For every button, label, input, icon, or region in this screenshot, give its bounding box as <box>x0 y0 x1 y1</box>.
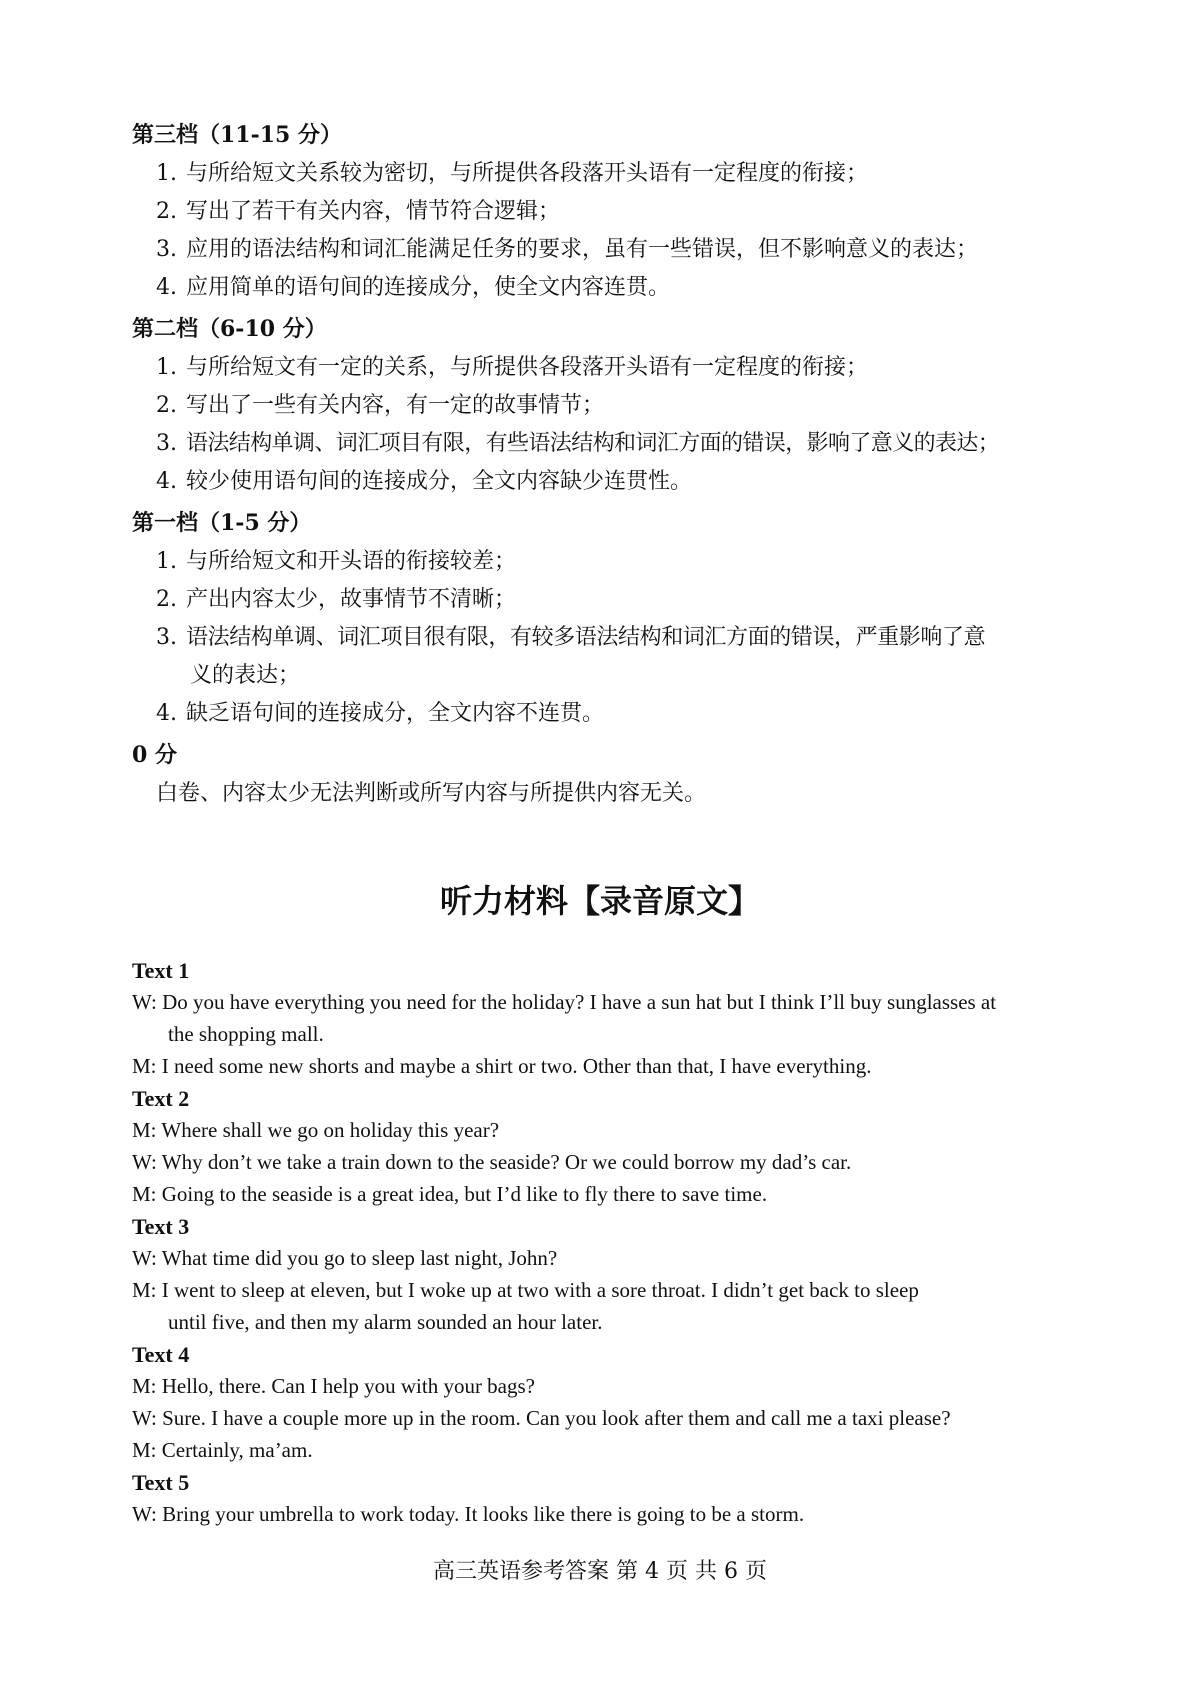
band3-item-3 <box>156 230 1076 270</box>
item-number: 3. <box>156 625 177 650</box>
band2-item-3 <box>156 424 1076 464</box>
text4-line-1: M: Hello, there. Can I help you with your bags? <box>132 1374 535 1398</box>
band1-heading: 第一档（1-5 分） <box>132 510 312 536</box>
band1-item-2 <box>156 580 1076 620</box>
item-number: 1. <box>156 549 177 574</box>
item-number: 4. <box>156 469 177 494</box>
item-text: 写出了一些有关内容，有一定的故事情节； <box>186 393 605 418</box>
band3-heading: 第三档（11-15 分） <box>132 122 343 148</box>
text2-line-2: W: Why don’t we take a train down to the seaside? Or we could borrow my dad’s car. <box>132 1150 852 1174</box>
text5-heading: Text 5 <box>132 1470 190 1495</box>
text2-line-3: M: Going to the seaside is a great idea, but I’d like to fly there to save time. <box>132 1182 768 1206</box>
band3-item-4 <box>156 268 1076 308</box>
text3-line-2: M: I went to sleep at eleven, but I woke up at two with a sore throat. I didn’t get back to sleep <box>132 1278 919 1302</box>
item-text: 缺乏语句间的连接成分，全文内容不连贯。 <box>186 701 605 726</box>
item-text: 较少使用语句间的连接成分，全文内容缺少连贯性。 <box>186 469 693 494</box>
text1-line-1-continuation: the shopping mall. <box>168 1022 324 1046</box>
text4-line-2: W: Sure. I have a couple more up in the room. Can you look after them and call me a taxi please? <box>132 1406 951 1430</box>
item-number: 2. <box>156 199 177 224</box>
text1-line-2: M: I need some new shorts and maybe a shirt or two. Other than that, I have everything. <box>132 1054 872 1078</box>
item-text: 与所给短文有一定的关系，与所提供各段落开头语有一定程度的衔接； <box>186 355 869 380</box>
item-number: 2. <box>156 587 177 612</box>
text2-line-1: M: Where shall we go on holiday this year? <box>132 1118 500 1142</box>
item-text: 应用的语法结构和词汇能满足任务的要求，虽有一些错误，但不影响意义的表达； <box>186 237 979 262</box>
text3-heading: Text 3 <box>132 1214 190 1239</box>
text3-line-2-continuation: until five, and then my alarm sounded an hour later. <box>168 1310 603 1334</box>
band0-heading: 0 分 <box>132 742 177 768</box>
item-number: 4. <box>156 701 177 726</box>
item-number: 3. <box>156 237 177 262</box>
text1-heading: Text 1 <box>132 958 190 983</box>
text3-line-1: W: What time did you go to sleep last night, John? <box>132 1246 558 1270</box>
item-number: 3. <box>156 431 177 456</box>
item-number: 1. <box>156 161 177 186</box>
item-text: 写出了若干有关内容，情节符合逻辑； <box>186 199 561 224</box>
listening-title: 听力材料【录音原文】 <box>439 882 760 920</box>
item-number: 4. <box>156 275 177 300</box>
item-text: 应用简单的语句间的连接成分，使全文内容连贯。 <box>186 275 671 300</box>
item-text: 产出内容太少，故事情节不清晰； <box>186 587 517 612</box>
band3-item-1 <box>156 154 1076 194</box>
item-text: 语法结构单调、词汇项目很有限，有较多语法结构和词汇方面的错误，严重影响了意 <box>186 625 986 650</box>
item-number: 2. <box>156 393 177 418</box>
band1-item-3-continuation: 义的表达； <box>190 663 301 688</box>
item-text: 与所给短文关系较为密切，与所提供各段落开头语有一定程度的衔接； <box>186 161 869 186</box>
band1-item-1 <box>156 542 1076 582</box>
band2-item-4 <box>156 462 1076 502</box>
item-text: 与所给短文和开头语的衔接较差； <box>186 549 517 574</box>
item-text: 语法结构单调、词汇项目有限，有些语法结构和词汇方面的错误，影响了意义的表达； <box>186 431 1000 456</box>
page-footer: 高三英语参考答案 第 4 页 共 6 页 <box>433 1559 767 1584</box>
band3-item-2 <box>156 192 1076 232</box>
text5-line-1: W: Bring your umbrella to work today. It looks like there is going to be a storm. <box>132 1502 805 1526</box>
band0-text: 白卷、内容太少无法判断或所写内容与所提供内容无关。 <box>156 781 707 806</box>
item-number: 1. <box>156 355 177 380</box>
text1-line-1: W: Do you have everything you need for the holiday? I have a sun hat but I think I’ll buy sunglasses at <box>132 990 997 1014</box>
text4-heading: Text 4 <box>132 1342 190 1367</box>
text2-heading: Text 2 <box>132 1086 190 1111</box>
band2-item-2 <box>156 386 1076 426</box>
band1-item-4 <box>156 694 1076 734</box>
band1-item-3 <box>156 618 1076 658</box>
band2-heading: 第二档（6-10 分） <box>132 316 327 342</box>
text4-line-3: M: Certainly, ma’am. <box>132 1438 313 1462</box>
band2-item-1 <box>156 348 1076 388</box>
